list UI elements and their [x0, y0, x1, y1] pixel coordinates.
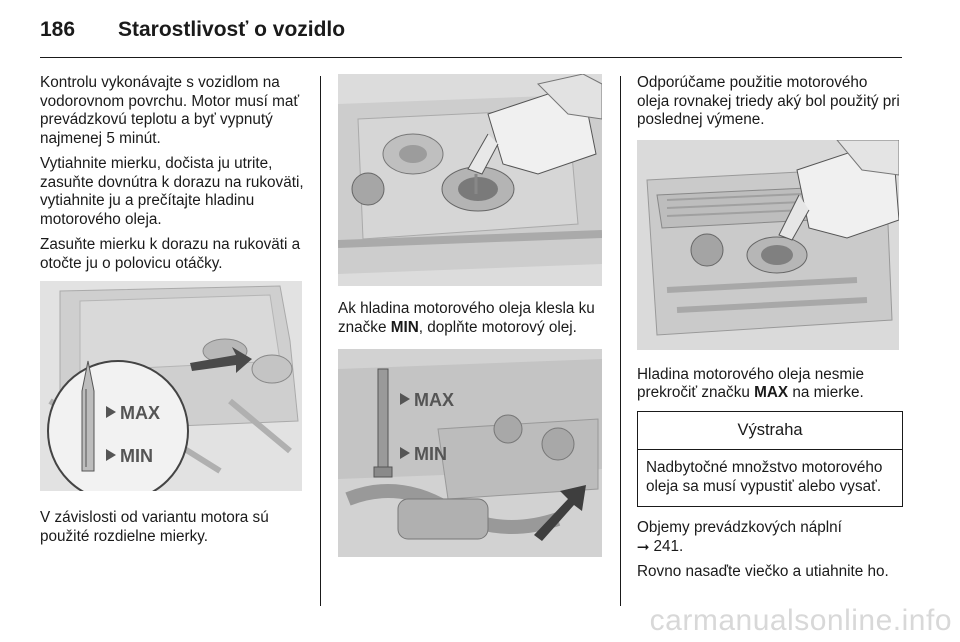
paragraph-variants: V závislosti od variantu motora sú použité rozdielne mierky. — [40, 509, 269, 545]
min-label: MIN — [120, 446, 153, 466]
paragraph-conditions: Kontrolu vykonávajte s vozidlom na vodorovnom povrchu. Motor musí mať prevádzkovú teplotu a byť vypnutý najmenej 5 minút. — [40, 74, 300, 147]
oil-filling-figure — [338, 74, 602, 286]
warning-box — [637, 411, 903, 508]
paragraph-dipstick-insert: Zasuňte mierku k dorazu na rukoväti a otočte ju o polovicu otáčky. — [40, 236, 301, 272]
paragraph-capacities — [637, 519, 903, 556]
page-title: Starostlivosť o vozidlo — [118, 18, 346, 41]
page-header — [40, 18, 345, 48]
warning-title: Výstraha — [638, 412, 902, 451]
dipstick-figure — [40, 281, 302, 491]
max-label-2: MAX — [414, 390, 454, 410]
paragraph-cap-tighten: Rovno nasaďte viečko a utiahnite ho. — [637, 563, 889, 580]
warning-text: Nadbytočné množstvo motorového oleja sa musí vypustiť alebo vysať. — [646, 459, 883, 495]
text-segment: Ak hladina motorového oleja klesla ku značke — [338, 300, 595, 336]
page-number: 186 — [40, 18, 76, 41]
paragraph-dipstick-pull: Vytiahnite mierku, dočista ju utrite, zasuňte dovnútra k dorazu na rukoväti, vytiahnite ju a prečítajte hladinu motorového oleja. — [40, 155, 304, 228]
page-reference[interactable]: 241. — [653, 537, 684, 555]
text-segment: Hladina motorového oleja nesmie prekročiť značku — [637, 365, 865, 401]
text-segment: na mierke. — [788, 384, 864, 401]
paragraph-max-level — [637, 366, 903, 403]
dipstick-engine-figure — [338, 349, 602, 557]
paragraph-add-oil — [338, 300, 606, 337]
watermark: carmanualsonline.info — [649, 604, 952, 637]
min-label-2: MIN — [414, 444, 447, 464]
column-divider-1 — [320, 76, 321, 606]
max-label: MAX — [120, 403, 160, 423]
header-rule — [40, 57, 902, 58]
column-2 — [338, 74, 606, 557]
paragraph-oil-grade: Odporúčame použitie motorového oleja rovnakej triedy aký bol použitý pri poslednej výmene. — [637, 74, 900, 128]
oil-pour-figure — [637, 140, 899, 350]
capacities-text: Objemy prevádzkových náplní — [637, 519, 842, 536]
column-divider-2 — [620, 76, 621, 606]
column-3 — [637, 74, 903, 589]
min-mark-bold: MIN — [390, 318, 419, 336]
page-reference-icon: ⭢ — [637, 537, 650, 555]
column-1 — [40, 74, 308, 553]
max-mark-bold: MAX — [754, 384, 789, 401]
text-segment: , doplňte motorový olej. — [418, 318, 577, 336]
